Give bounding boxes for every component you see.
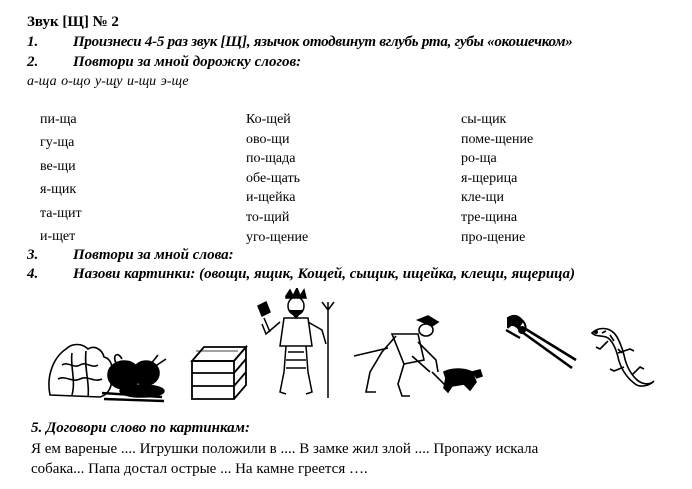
task-5-line-1: Я ем вареные .... Игрушки положили в .... В замке жил злой .... Пропажу искала (31, 441, 539, 457)
task-3-number: 3. (27, 247, 39, 263)
word: про-щение (461, 229, 526, 245)
word: и-щейка (246, 190, 296, 206)
syllable-track: а-ща о-що у-щу и-щи э-ще (27, 74, 189, 89)
task-4-text: Назови картинки: (овощи, ящик, Кощей, сыщик, ищейка, клещи, ящерица) (73, 266, 576, 282)
word: поме-щение (461, 131, 534, 147)
detective-icon (352, 312, 487, 400)
word-column-2 (246, 110, 308, 247)
vegetables-icon (42, 325, 172, 405)
word: обе-щать (246, 170, 300, 186)
task-5-line-2: собака... Папа достал острые ... На камне греется …. (31, 461, 368, 477)
task-1-number: 1. (27, 34, 39, 50)
task-5-heading: 5. Договори слово по картинкам: (31, 420, 250, 436)
koschei-icon (256, 288, 346, 400)
word-column-1 (40, 110, 82, 250)
word: пи-ща (40, 112, 77, 127)
word: ро-ща (461, 151, 497, 167)
task-1-text: Произнеси 4-5 раз звук [Щ], язычок отодвинут вглубь рта, губы «окошечком» (73, 34, 573, 50)
task-4-number: 4. (27, 266, 39, 282)
task-3-text: Повтори за мной слова: (73, 247, 234, 263)
page-title: Звук [Щ] № 2 (27, 14, 119, 30)
word: та-щит (40, 205, 82, 221)
word: гу-ща (40, 135, 75, 151)
word: ово-щи (246, 131, 290, 147)
word: и-щет (40, 228, 76, 244)
word: Ко-щей (246, 112, 291, 127)
word: тре-щина (461, 209, 518, 225)
word: уго-щение (246, 229, 309, 245)
task-2-text: Повтори за мной дорожку слогов: (73, 54, 302, 70)
word: ве-щи (40, 158, 76, 174)
word: кле-щи (461, 190, 504, 206)
word: по-щада (246, 151, 296, 167)
box-icon (190, 343, 248, 401)
lizard-icon (588, 323, 658, 391)
word: то-щий (246, 209, 290, 225)
word-column-3 (461, 110, 533, 247)
word: я-щерица (461, 170, 518, 186)
word: я-щик (40, 182, 77, 198)
word: сы-щик (461, 112, 507, 127)
pincers-icon (498, 312, 578, 374)
task-2-number: 2. (27, 54, 39, 70)
